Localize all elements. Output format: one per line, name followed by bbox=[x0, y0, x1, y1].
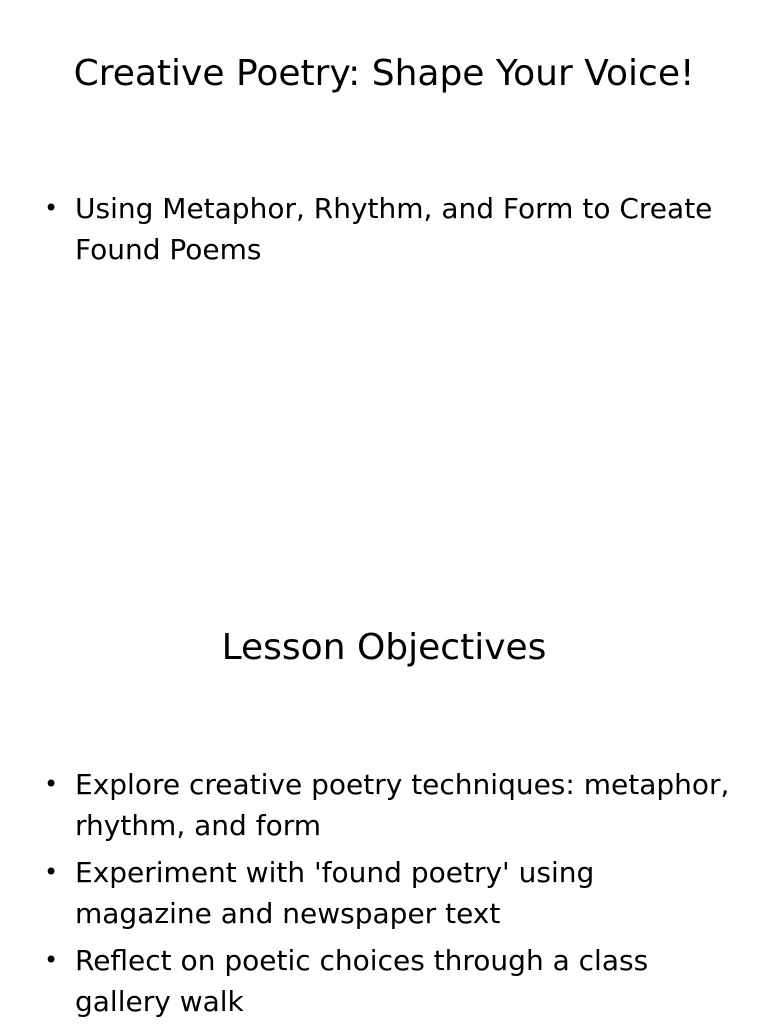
bullet-text: Explore creative poetry techniques: metaphor, rhythm, and form bbox=[75, 768, 730, 842]
bullet-item bbox=[42, 188, 732, 270]
bullet-dot-icon: • bbox=[44, 946, 59, 974]
slide-lesson-objectives bbox=[0, 576, 768, 1024]
slide-title: Lesson Objectives bbox=[221, 627, 547, 668]
bullet-text: Using Metaphor, Rhythm, and Form to Create Found Poems bbox=[75, 192, 713, 266]
bullet-item bbox=[42, 940, 732, 1022]
bullet-dot-icon: • bbox=[44, 770, 59, 798]
slide-title: Creative Poetry: Shape Your Voice! bbox=[73, 53, 695, 94]
bullet-text: Reflect on poetic choices through a class gallery walk bbox=[75, 944, 649, 1018]
bullet-dot-icon: • bbox=[44, 194, 59, 222]
bullet-dot-icon: • bbox=[44, 858, 59, 886]
bullet-text: Experiment with 'found poetry' using magazine and newspaper text bbox=[75, 856, 595, 930]
bullet-list bbox=[42, 764, 732, 1024]
bullet-item bbox=[42, 852, 732, 934]
bullet-item bbox=[42, 764, 732, 846]
bullet-list bbox=[42, 188, 732, 276]
